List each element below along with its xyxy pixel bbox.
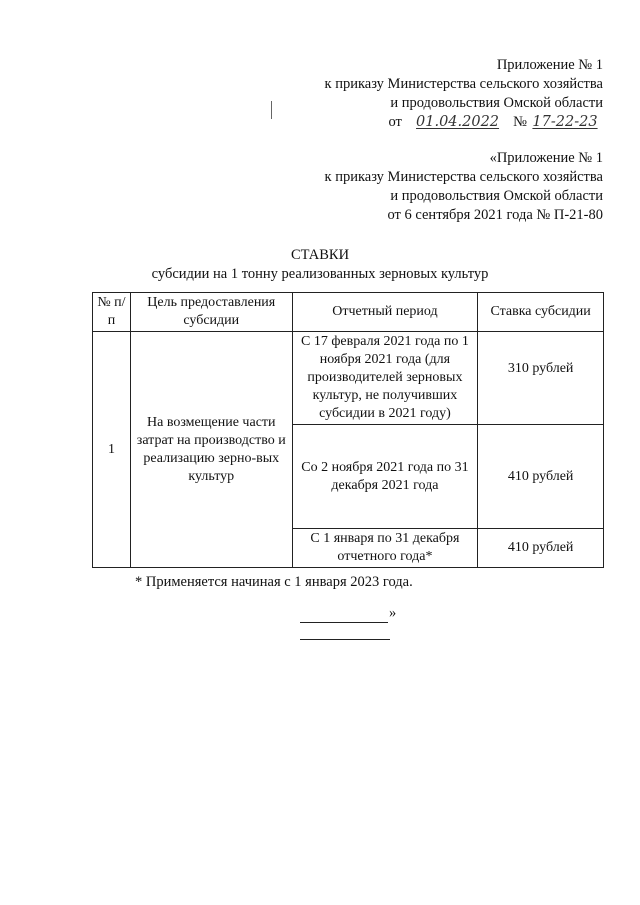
margin-mark bbox=[271, 101, 272, 119]
header-rate: Ставка субсидии bbox=[478, 293, 604, 332]
handwritten-date: 01.04.2022 bbox=[416, 114, 500, 130]
document-title: СТАВКИ bbox=[290, 247, 350, 263]
rate-cell: 410 рублей bbox=[478, 529, 604, 568]
footnote: * Применяется начиная с 1 января 2023 года. bbox=[135, 574, 413, 590]
header-goal: Цель предоставления субсидии bbox=[130, 293, 292, 332]
previous-order-date-line: от 6 сентября 2021 года № П-21-80 bbox=[387, 207, 603, 223]
order-date-line bbox=[389, 113, 604, 132]
closing-quote: » bbox=[389, 605, 397, 621]
table-header-row bbox=[93, 293, 604, 332]
period-cell: Со 2 ноября 2021 года по 31 декабря 2021 года bbox=[292, 425, 478, 529]
ministry-line: и продовольствия Омской области bbox=[390, 95, 603, 111]
number-prefix: № bbox=[513, 114, 527, 130]
header-period: Отчетный период bbox=[292, 293, 478, 332]
closing-rule-second bbox=[300, 639, 390, 640]
header-num: № п/п bbox=[93, 293, 131, 332]
period-cell: С 17 февраля 2021 года по 1 ноября 2021 года (для производителей зерновых культур, не получивших субсидии в 2021 году) bbox=[292, 332, 478, 425]
appendix-heading: Приложение № 1 bbox=[496, 57, 603, 73]
subsidy-goal: На возмещение части затрат на производство и реализацию зерно-вых культур bbox=[130, 332, 292, 568]
rate-cell: 410 рублей bbox=[478, 425, 604, 529]
rate-cell: 310 рублей bbox=[478, 332, 604, 425]
subsidy-rates-table bbox=[92, 292, 604, 568]
previous-ministry-line: и продовольствия Омской области bbox=[390, 188, 603, 204]
previous-order-reference-line: к приказу Министерства сельского хозяйства bbox=[324, 169, 603, 185]
order-reference-line: к приказу Министерства сельского хозяйства bbox=[324, 76, 603, 92]
document-subtitle: субсидии на 1 тонну реализованных зерновых культур bbox=[151, 266, 489, 282]
period-cell: С 1 января по 31 декабря отчетного года* bbox=[292, 529, 478, 568]
handwritten-number: 17-22-23 bbox=[532, 114, 598, 130]
previous-appendix-heading: «Приложение № 1 bbox=[489, 150, 603, 166]
date-prefix: от bbox=[388, 114, 402, 130]
row-number: 1 bbox=[93, 332, 131, 568]
table-row bbox=[93, 332, 604, 425]
closing-rule bbox=[300, 622, 388, 623]
